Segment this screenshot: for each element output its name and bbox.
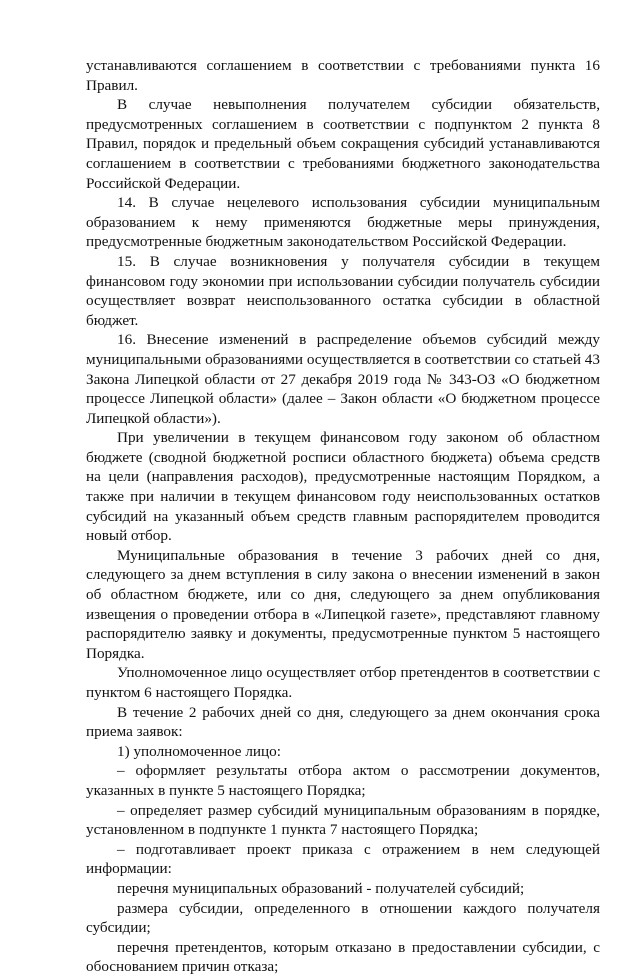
list-item: – оформляет результаты отбора актом о рассмотрении документов, указанных в пункте 5 настоящего Порядка; — [86, 762, 600, 799]
list-item: – определяет размер субсидий муниципальным образованиям в порядке, установленном в подпункте 1 пункта 7 настоящего Порядка; — [86, 801, 600, 839]
list-item: перечня претендентов, которым отказано в предоставлении субсидии, с обоснованием причин отказа; — [86, 938, 600, 976]
paragraph: 16. Внесение изменений в распределение объемов субсидий между муниципальными образованиями осуществляется в соответствии со статьей 43 Закона Липецкой области от 27 декабря 2019 года № 343-ОЗ «О бюджетном процессе Липецкой области» (далее – Закон области «О бюджетном процессе Липецкой области»). — [86, 331, 600, 427]
list-item: – подготавливает проект приказа с отражением в нем следующей информации: — [86, 840, 600, 878]
list-item: перечня муниципальных образований - получателей субсидий; — [117, 879, 525, 897]
paragraph: Муниципальные образования в течение 3 рабочих дней со дня, следующего за днем вступления в силу закона о внесении изменений в закон об областном бюджете, или со дня, следующего за днем опубликования извещения о проведении отбора в «Липецкой газете», представляют главному распорядителю заявку и документы, предусмотренные пунктом 5 настоящего Порядка. — [86, 546, 600, 662]
paragraph: устанавливаются соглашением в соответствии с требованиями пункта 16 Правил. — [86, 57, 600, 94]
paragraph: В течение 2 рабочих дней со дня, следующего за днем окончания срока приема заявок: — [86, 703, 600, 741]
paragraph: 14. В случае нецелевого использования субсидии муниципальным образованием к нему применяются бюджетные меры принуждения, предусмотренные бюджетным законодательством Российской Федерации. — [86, 194, 600, 251]
paragraph: При увеличении в текущем финансовом году законом об областном бюджете (сводной бюджетной росписи областного бюджета) объема средств на цели (направления расходов), предусмотренные настоящим Порядком, а также при наличии в текущем финансовом году неиспользованных остатков субсидий на указанный объем средств главным распорядителем проводится новый отбор. — [86, 429, 600, 545]
paragraph: 15. В случае возникновения у получателя субсидии в текущем финансовом году экономии при использовании субсидии получатель субсидии осуществляет возврат неиспользованного остатка субсидии в областной бюджет. — [86, 252, 600, 329]
paragraph: Уполномоченное лицо осуществляет отбор претендентов в соответствии с пунктом 6 настоящего Порядка. — [86, 664, 600, 701]
list-item: 1) уполномоченное лицо: — [117, 742, 281, 760]
list-item: размера субсидии, определенного в отношении каждого получателя субсидии; — [86, 899, 600, 937]
paragraph: В случае невыполнения получателем субсидии обязательств, предусмотренных соглашением в соответствии с подпунктом 2 пункта 8 Правил, порядок и предельный объем сокращения субсидий устанавливаются соглашением в соответствии с требованиями бюджетного законодательства Российской Федерации. — [86, 96, 600, 192]
